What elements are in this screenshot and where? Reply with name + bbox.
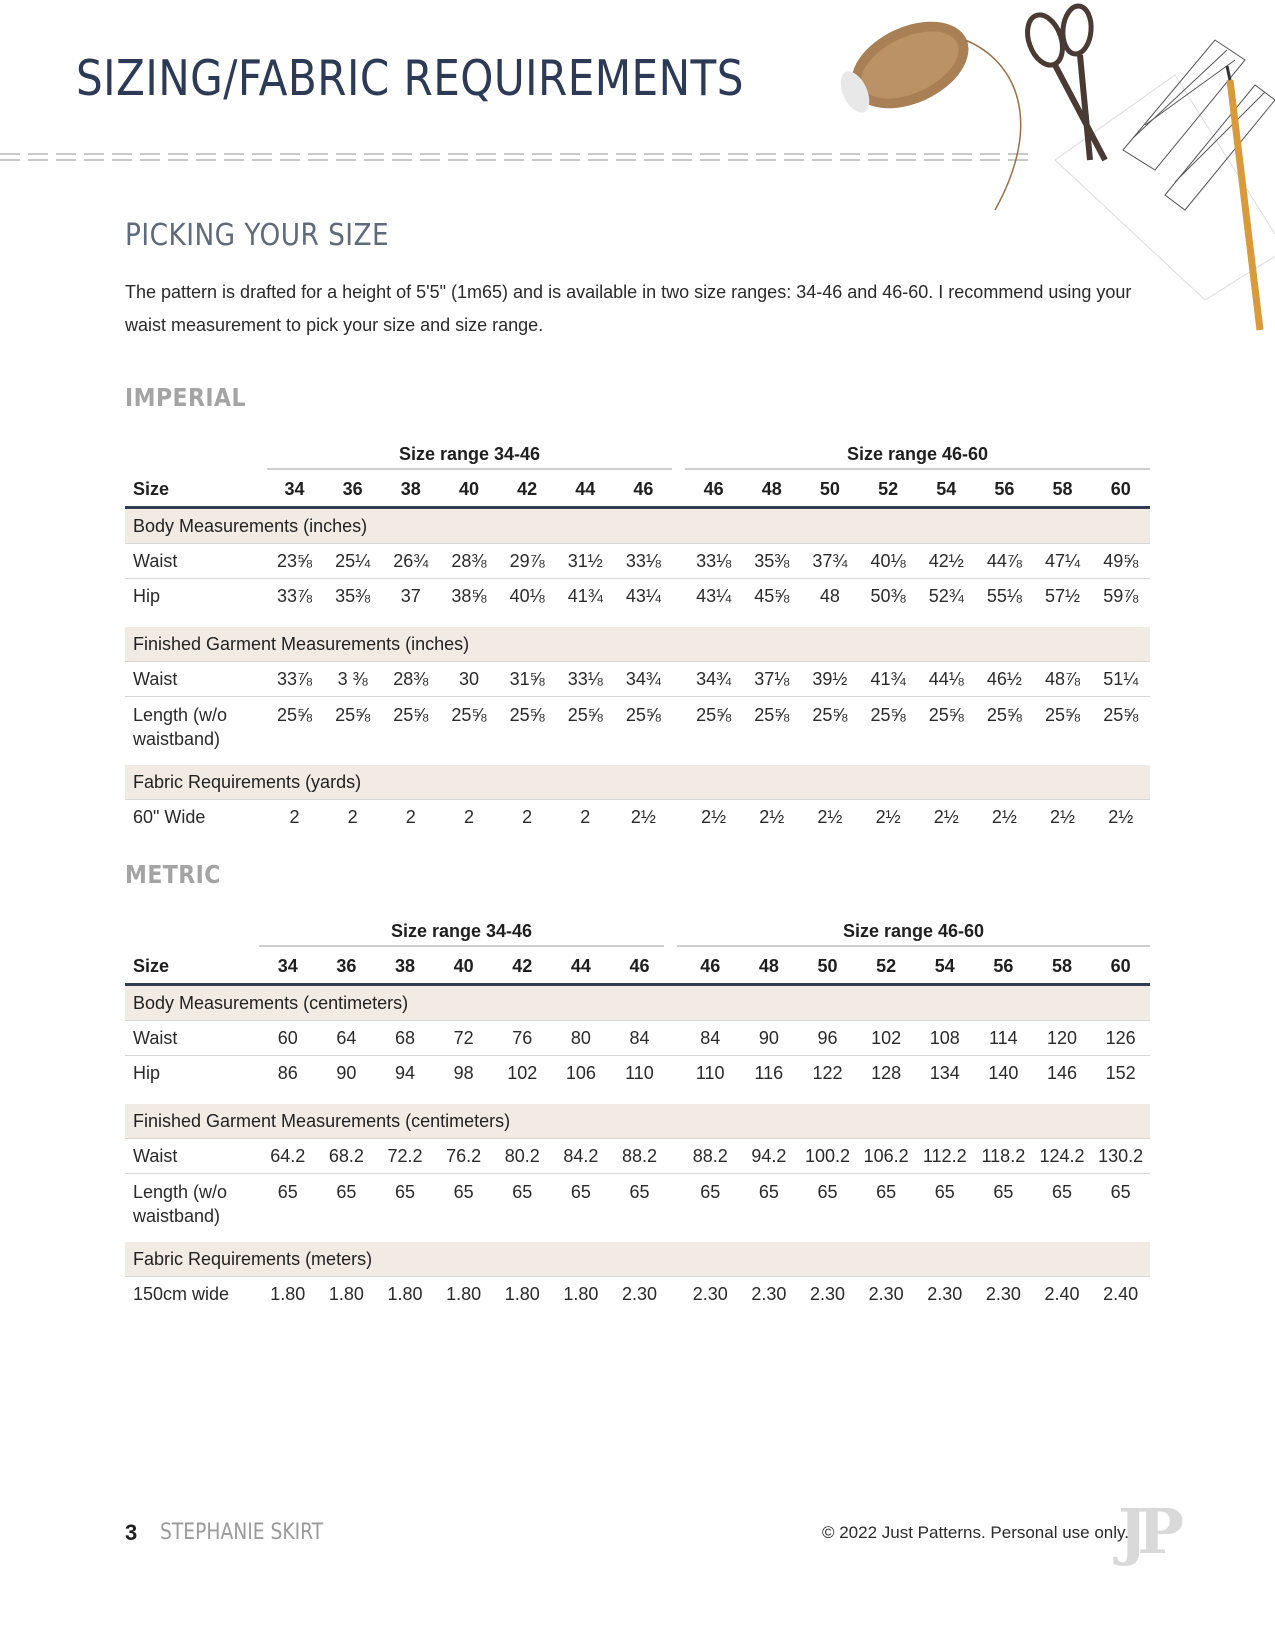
table-row (125, 1056, 1150, 1091)
row-label: Length (w/o waistband) (133, 1182, 228, 1226)
cell-value: 2.30 (868, 1283, 904, 1304)
cell-value: 1.80 (328, 1283, 364, 1304)
imperial-size-table (125, 440, 1150, 834)
cell-value: 124.2 (1033, 1139, 1092, 1174)
cell-value: 2 (463, 806, 474, 827)
row-label: 60" Wide (133, 806, 206, 827)
range-gap (673, 697, 685, 752)
size-58: 58 (1033, 472, 1091, 508)
size-column-label: Size (125, 472, 265, 508)
cell-value: 72.2 (376, 1139, 435, 1174)
row-label: Waist (125, 1021, 258, 1056)
row-label: Hip (133, 1062, 161, 1083)
cell-value: 47¼ (1033, 544, 1091, 579)
size-44: 44 (556, 472, 614, 508)
cell-value: 43¼ (625, 585, 661, 606)
group-spacer (125, 1090, 1150, 1104)
group-spacer (125, 613, 1150, 627)
cell-value: 37⅛ (743, 662, 801, 697)
table-row (125, 697, 1150, 752)
cell-value: 65 (1051, 1182, 1072, 1202)
cell-value: 2½ (875, 806, 901, 827)
cell-value: 134 (929, 1062, 960, 1083)
size-42: 42 (493, 949, 552, 985)
size-36: 36 (324, 472, 382, 508)
cell-value: 88.2 (610, 1139, 669, 1174)
cell-value: 23⅝ (265, 544, 323, 579)
range-gap (669, 1056, 681, 1091)
range-gap (673, 472, 685, 508)
cell-value: 106.2 (857, 1139, 916, 1174)
cell-value: 40⅛ (859, 544, 917, 579)
copyright-notice: © 2022 Just Patterns. Personal use only. (821, 1523, 1129, 1542)
cell-value: 2.40 (1103, 1283, 1139, 1304)
cell-value: 51¼ (1092, 662, 1150, 697)
size-46: 46 (610, 949, 669, 985)
cell-value: 44⅛ (917, 662, 975, 697)
cell-value: 120 (1033, 1021, 1092, 1056)
cell-value: 65 (758, 1182, 779, 1202)
range-gap (669, 1021, 681, 1056)
cell-value: 28⅜ (382, 662, 440, 697)
cell-value: 25⅝ (754, 705, 790, 725)
cell-value: 60 (258, 1021, 317, 1056)
cell-value: 1.80 (504, 1283, 540, 1304)
cell-value: 90 (336, 1062, 357, 1083)
cell-value: 88.2 (681, 1139, 740, 1174)
group-spacer (125, 1228, 1150, 1242)
cell-value: 2½ (759, 806, 785, 827)
cell-value: 72 (434, 1021, 493, 1056)
cell-value: 1.80 (270, 1283, 306, 1304)
size-36: 36 (317, 949, 376, 985)
cell-value: 100.2 (798, 1139, 857, 1174)
cell-value: 68 (376, 1021, 435, 1056)
thread-spool-icon (835, 4, 1021, 210)
cell-value: 25⅝ (276, 705, 312, 725)
row-label: Waist (125, 544, 265, 579)
imperial-table (125, 472, 1150, 834)
cell-value: 114 (974, 1021, 1033, 1056)
cell-value: 33⅛ (685, 544, 743, 579)
cell-value: 2.30 (751, 1283, 787, 1304)
cell-value: 65 (817, 1182, 838, 1202)
range-gap (669, 1277, 681, 1312)
cell-value: 84.2 (552, 1139, 611, 1174)
cell-value: 102 (857, 1021, 916, 1056)
cell-value: 49⅝ (1092, 544, 1150, 579)
table-row (125, 1021, 1150, 1056)
cell-value: 86 (277, 1062, 298, 1083)
intro-paragraph: The pattern is drafted for a height of 5'5" (1m65) and is available in two size ranges: 34-46 and 46-60. I recommend using your waist measurement to pick your size and size range. (125, 282, 1132, 335)
cell-value: 35⅜ (743, 544, 801, 579)
cell-value: 37 (400, 585, 421, 606)
cell-value: 76 (493, 1021, 552, 1056)
cell-value: 146 (1046, 1062, 1077, 1083)
size-54: 54 (917, 472, 975, 508)
size-header-row (125, 472, 1150, 508)
cell-value: 29⅞ (498, 544, 556, 579)
cell-value: 68.2 (317, 1139, 376, 1174)
cell-value: 2 (405, 806, 416, 827)
cell-value: 25⅝ (812, 705, 848, 725)
cell-value: 65 (993, 1182, 1014, 1202)
cell-value: 65 (570, 1182, 591, 1202)
scissors-icon (1021, 5, 1105, 160)
size-50: 50 (801, 472, 859, 508)
cell-value: 94.2 (740, 1139, 799, 1174)
size-52: 52 (859, 472, 917, 508)
size-38: 38 (376, 949, 435, 985)
table-row (125, 544, 1150, 579)
metric-body (125, 985, 1150, 1312)
size-60: 60 (1091, 949, 1150, 985)
cell-value: 25⅝ (567, 705, 603, 725)
size-40: 40 (434, 949, 493, 985)
imperial-body (125, 508, 1150, 835)
cell-value: 118.2 (974, 1139, 1033, 1174)
metric-heading: METRIC (125, 860, 221, 889)
group-header-row (125, 1242, 1150, 1277)
cell-value: 2.30 (927, 1283, 963, 1304)
range-gap (673, 800, 685, 835)
group-header-row (125, 627, 1150, 662)
cell-value: 35⅜ (335, 585, 371, 606)
cell-value: 25¼ (324, 544, 382, 579)
size-column-label: Size (125, 949, 258, 985)
cell-value: 2½ (630, 806, 656, 827)
range-gap (673, 662, 685, 697)
cell-value: 84 (681, 1021, 740, 1056)
group-header-row (125, 1104, 1150, 1139)
size-56: 56 (975, 472, 1033, 508)
group-header-row (125, 508, 1150, 544)
size-40: 40 (440, 472, 498, 508)
cell-value: 40⅛ (509, 585, 545, 606)
cell-value: 65 (453, 1182, 474, 1202)
size-60: 60 (1092, 472, 1150, 508)
size-46: 46 (614, 472, 672, 508)
cell-value: 37¾ (801, 544, 859, 579)
imperial-heading: IMPERIAL (125, 383, 246, 412)
cell-value: 65 (700, 1182, 721, 1202)
just-patterns-logo: JP (1118, 1495, 1174, 1568)
cell-value: 59⅞ (1103, 585, 1139, 606)
cell-value: 94 (394, 1062, 415, 1083)
cell-value: 96 (798, 1021, 857, 1056)
size-header-row (125, 949, 1150, 985)
cell-value: 31½ (556, 544, 614, 579)
size-range-46-60-label: Size range 46-60 (685, 440, 1150, 470)
cell-value: 102 (507, 1062, 538, 1083)
cell-value: 126 (1091, 1021, 1150, 1056)
size-52: 52 (857, 949, 916, 985)
cell-value: 112.2 (915, 1139, 974, 1174)
cell-value: 25⅝ (393, 705, 429, 725)
table-row (125, 662, 1150, 697)
range-gap (669, 949, 681, 985)
cell-value: 25⅝ (928, 705, 964, 725)
cell-value: 116 (754, 1062, 784, 1083)
size-range-46-60-label: Size range 46-60 (677, 917, 1150, 947)
size-58: 58 (1033, 949, 1092, 985)
group-title: Finished Garment Measurements (inches) (125, 627, 1150, 662)
cell-value: 25⅝ (451, 705, 487, 725)
row-label: Waist (125, 662, 265, 697)
size-range-34-46-label: Size range 34-46 (267, 440, 672, 470)
cell-value: 25⅝ (625, 705, 661, 725)
cell-value: 25⅝ (1045, 705, 1081, 725)
range-gap (669, 1174, 681, 1229)
cell-value: 1.80 (563, 1283, 599, 1304)
cell-value: 30 (440, 662, 498, 697)
cell-value: 25⅝ (1103, 705, 1139, 725)
cell-value: 2 (347, 806, 358, 827)
cell-value: 33⅛ (614, 544, 672, 579)
cell-value: 57½ (1045, 585, 1081, 606)
cell-value: 76.2 (434, 1139, 493, 1174)
cell-value: 34¾ (685, 662, 743, 697)
range-gap (673, 579, 685, 614)
table-row (125, 1174, 1150, 1229)
cell-value: 2 (580, 806, 591, 827)
group-title: Body Measurements (inches) (125, 508, 1150, 544)
group-header-row (125, 985, 1150, 1021)
cell-value: 48 (819, 585, 840, 606)
section-heading-picking-size: PICKING YOUR SIZE (125, 218, 390, 253)
group-spacer (125, 751, 1150, 765)
cell-value: 65 (1110, 1182, 1131, 1202)
cell-value: 2½ (933, 806, 959, 827)
cell-value: 43¼ (696, 585, 732, 606)
group-header-row (125, 765, 1150, 800)
size-range-34-46-label: Size range 34-46 (259, 917, 664, 947)
size-34: 34 (265, 472, 323, 508)
row-label: Waist (125, 1139, 258, 1174)
cell-value: 2.30 (692, 1283, 728, 1304)
cell-value: 2 (522, 806, 533, 827)
cell-value: 2½ (701, 806, 727, 827)
cell-value: 45⅝ (754, 585, 790, 606)
cell-value: 48⅞ (1033, 662, 1091, 697)
cell-value: 2.30 (809, 1283, 845, 1304)
cell-value: 1.80 (387, 1283, 423, 1304)
size-42: 42 (498, 472, 556, 508)
metric-size-table (125, 917, 1150, 1311)
cell-value: 128 (871, 1062, 902, 1083)
cell-value: 80 (552, 1021, 611, 1056)
cell-value: 65 (394, 1182, 415, 1202)
table-row (125, 1139, 1150, 1174)
size-44: 44 (552, 949, 611, 985)
cell-value: 38⅝ (451, 585, 487, 606)
cell-value: 26¾ (382, 544, 440, 579)
size-38: 38 (382, 472, 440, 508)
cell-value: 84 (610, 1021, 669, 1056)
pattern-name: STEPHANIE SKIRT (160, 1520, 324, 1545)
cell-value: 106 (565, 1062, 596, 1083)
row-label: Length (w/o waistband) (133, 705, 228, 749)
range-gap (669, 1139, 681, 1174)
table-row (125, 1277, 1150, 1312)
cell-value: 44⅞ (975, 544, 1033, 579)
cell-value: 110 (625, 1062, 654, 1083)
metric-table (125, 949, 1150, 1311)
cell-value: 90 (740, 1021, 799, 1056)
cell-value: 1.80 (446, 1283, 482, 1304)
size-46: 46 (681, 949, 740, 985)
cell-value: 25⅝ (335, 705, 371, 725)
cell-value: 152 (1105, 1062, 1136, 1083)
group-title: Fabric Requirements (meters) (125, 1242, 1150, 1277)
page-title: SIZING/FABRIC REQUIREMENTS (76, 50, 744, 107)
row-label: Hip (133, 585, 161, 606)
cell-value: 65 (277, 1182, 298, 1202)
cell-value: 2.40 (1044, 1283, 1080, 1304)
cell-value: 41¾ (859, 662, 917, 697)
cell-value: 65 (934, 1182, 955, 1202)
cell-value: 55⅛ (986, 585, 1022, 606)
size-56: 56 (974, 949, 1033, 985)
cell-value: 2½ (817, 806, 843, 827)
cell-value: 110 (695, 1062, 725, 1083)
cell-value: 130.2 (1091, 1139, 1150, 1174)
cell-value: 25⅝ (986, 705, 1022, 725)
row-label: 150cm wide (133, 1283, 230, 1304)
page-number: 3 (125, 1520, 138, 1545)
cell-value: 50⅜ (870, 585, 906, 606)
cell-value: 46½ (975, 662, 1033, 697)
cell-value: 108 (915, 1021, 974, 1056)
cell-value: 41¾ (567, 585, 603, 606)
cell-value: 65 (629, 1182, 650, 1202)
cell-value: 64.2 (258, 1139, 317, 1174)
cell-value: 3 ⅜ (324, 662, 382, 697)
cell-value: 25⅝ (696, 705, 732, 725)
group-title: Body Measurements (centimeters) (125, 985, 1150, 1021)
cell-value: 65 (876, 1182, 897, 1202)
cell-value: 25⅝ (509, 705, 545, 725)
cell-value: 2 (289, 806, 300, 827)
cell-value: 28⅜ (440, 544, 498, 579)
cell-value: 2½ (1050, 806, 1076, 827)
cell-value: 65 (512, 1182, 533, 1202)
table-row (125, 800, 1150, 835)
cell-value: 140 (988, 1062, 1019, 1083)
cell-value: 34¾ (614, 662, 672, 697)
cell-value: 52¾ (928, 585, 964, 606)
table-row (125, 579, 1150, 614)
range-gap (673, 544, 685, 579)
cell-value: 122 (812, 1062, 843, 1083)
size-48: 48 (743, 472, 801, 508)
size-46: 46 (685, 472, 743, 508)
cell-value: 2.30 (621, 1283, 657, 1304)
cell-value: 25⅝ (870, 705, 906, 725)
cell-value: 33⅞ (276, 585, 312, 606)
cell-value: 2.30 (985, 1283, 1021, 1304)
cell-value: 65 (336, 1182, 357, 1202)
size-54: 54 (915, 949, 974, 985)
cell-value: 42½ (917, 544, 975, 579)
cell-value: 64 (317, 1021, 376, 1056)
cell-value: 33⅞ (265, 662, 323, 697)
cell-value: 31⅝ (498, 662, 556, 697)
group-title: Finished Garment Measurements (centimeters) (125, 1104, 1150, 1139)
cell-value: 33⅛ (556, 662, 614, 697)
cell-value: 80.2 (493, 1139, 552, 1174)
cell-value: 2½ (1108, 806, 1134, 827)
size-50: 50 (798, 949, 857, 985)
size-34: 34 (258, 949, 317, 985)
cell-value: 98 (453, 1062, 474, 1083)
group-title: Fabric Requirements (yards) (125, 765, 1150, 800)
cell-value: 2½ (991, 806, 1017, 827)
size-48: 48 (740, 949, 799, 985)
cell-value: 39½ (801, 662, 859, 697)
